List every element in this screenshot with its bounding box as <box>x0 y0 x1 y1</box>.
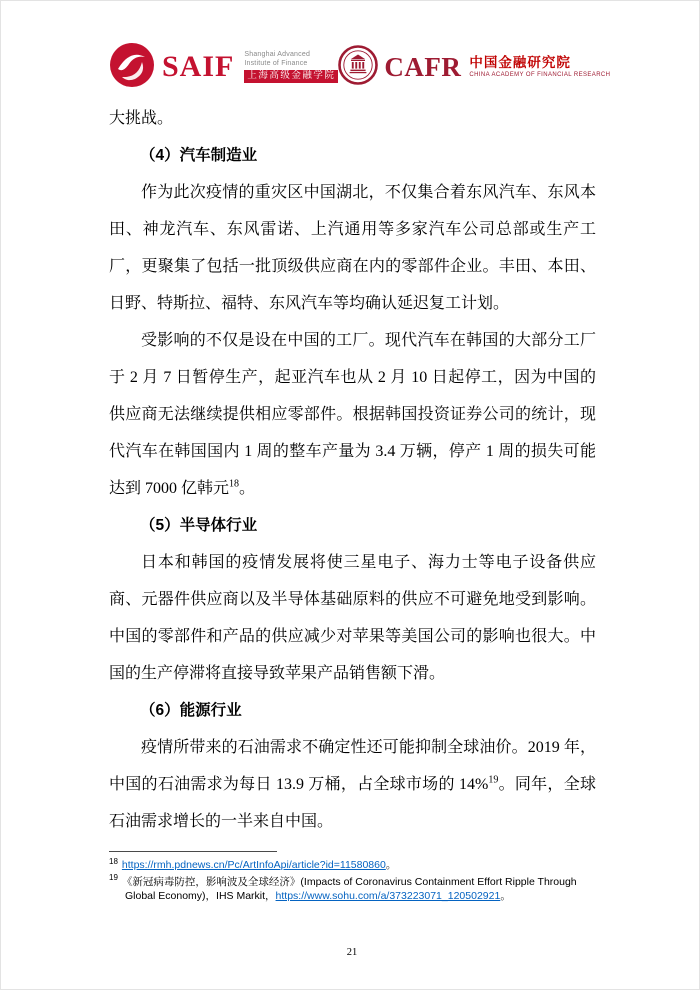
section-heading-6: （6）能源行业 <box>140 702 242 719</box>
cafr-acronym: CAFR <box>384 52 462 82</box>
page-header <box>109 39 611 95</box>
section6-p1-text: 疫情所带来的石油需求不确定性还可能抑制全球油价。2019 年，中国的石油需求为每日 13.9 万桶，占全球市场的 14% <box>109 739 596 793</box>
cafr-logo <box>338 45 610 90</box>
cafr-en-title: CHINA ACADEMY OF FINANCIAL RESEARCH <box>469 72 611 78</box>
page-number: 21 <box>346 947 358 958</box>
section5-paragraph-1: 日本和韩国的疫情发展将使三星电子、海力士等电子设备供应商、元器件供应商以及半导体基础原料的供应不可避免地受到影响。中国的零部件和产品的供应减少对苹果等美国公司的影响也很大。中国的生产停滞将直接导致苹果产品销售额下滑。 <box>109 554 596 682</box>
saif-en-line1: Shanghai Advanced <box>244 51 311 58</box>
footnote-ref-19: 19 <box>488 774 499 786</box>
paragraph-continuation: 大挑战。 <box>109 110 174 127</box>
cafr-cn-title: 中国金融研究院 <box>469 55 571 70</box>
section6-p1-text-end: 。同年，全球石油需求增长的一半来自中国。 <box>109 776 596 830</box>
saif-emblem-icon <box>109 42 155 93</box>
page-footer <box>109 851 595 958</box>
section4-p2-text: 受影响的不仅是设在中国的工厂。现代汽车在韩国的大部分工厂于 2 月 7 日暂停生产，起亚汽车也从 2 月 10 日起停工，因为中国的供应商无法继续提供相应零部件。根据韩国投资证券公司的统计，现代汽车在韩国国内 1 周的整车产量为 3.4 万辆，停产 1 周的损失可能达到 7000 亿韩元 <box>109 332 596 497</box>
saif-acronym: SAIF <box>162 50 235 83</box>
section4-paragraph-1: 作为此次疫情的重灾区中国湖北，不仅集合着东风汽车、东风本田、神龙汽车、东风雷诺、上汽通用等多家汽车公司总部或生产工厂，更聚集了包括一批顶级供应商在内的零部件企业。丰田、本田、日野、特斯拉、福特、东风汽车等均确认延迟复工计划。 <box>109 184 596 312</box>
footnote-18-after: 。 <box>385 859 397 871</box>
saif-logo <box>109 42 338 93</box>
footnote-19-after: 。 <box>500 890 511 902</box>
footnote-18-marker: 18 <box>109 856 118 866</box>
saif-en-line2: Institute of Finance <box>244 59 308 67</box>
footnote-19-text: 《新冠病毒防控，影响波及全球经济》(Impacts of Coronavirus Containment Effort Ripple Through Global Economy)，IHS Markit， <box>121 875 577 902</box>
saif-wordmark <box>244 51 338 83</box>
footnote-19 <box>109 875 595 904</box>
section4-paragraph-2 <box>109 322 596 507</box>
cafr-wordmark <box>469 55 610 79</box>
document-body <box>109 100 596 840</box>
footnote-18-link[interactable]: https://rmh.pdnews.cn/Pc/ArtInfoApi/article?id=11580860 <box>121 859 386 871</box>
footnote-18 <box>109 858 595 873</box>
footnote-19-marker: 19 <box>109 873 118 882</box>
section-heading-5: （5）半导体行业 <box>140 517 258 534</box>
footnote-ref-18: 18 <box>229 478 240 490</box>
footnote-19-link[interactable]: https://www.sohu.com/a/373223071_120502921 <box>275 890 501 902</box>
section6-paragraph-1 <box>109 729 596 840</box>
cafr-emblem-icon <box>338 45 378 90</box>
footnote-separator <box>109 851 277 852</box>
section-heading-4: （4）汽车制造业 <box>140 147 258 164</box>
saif-cn-banner: 上海高级金融学院 <box>244 70 338 83</box>
section4-p2-text-end: 。 <box>239 480 256 497</box>
